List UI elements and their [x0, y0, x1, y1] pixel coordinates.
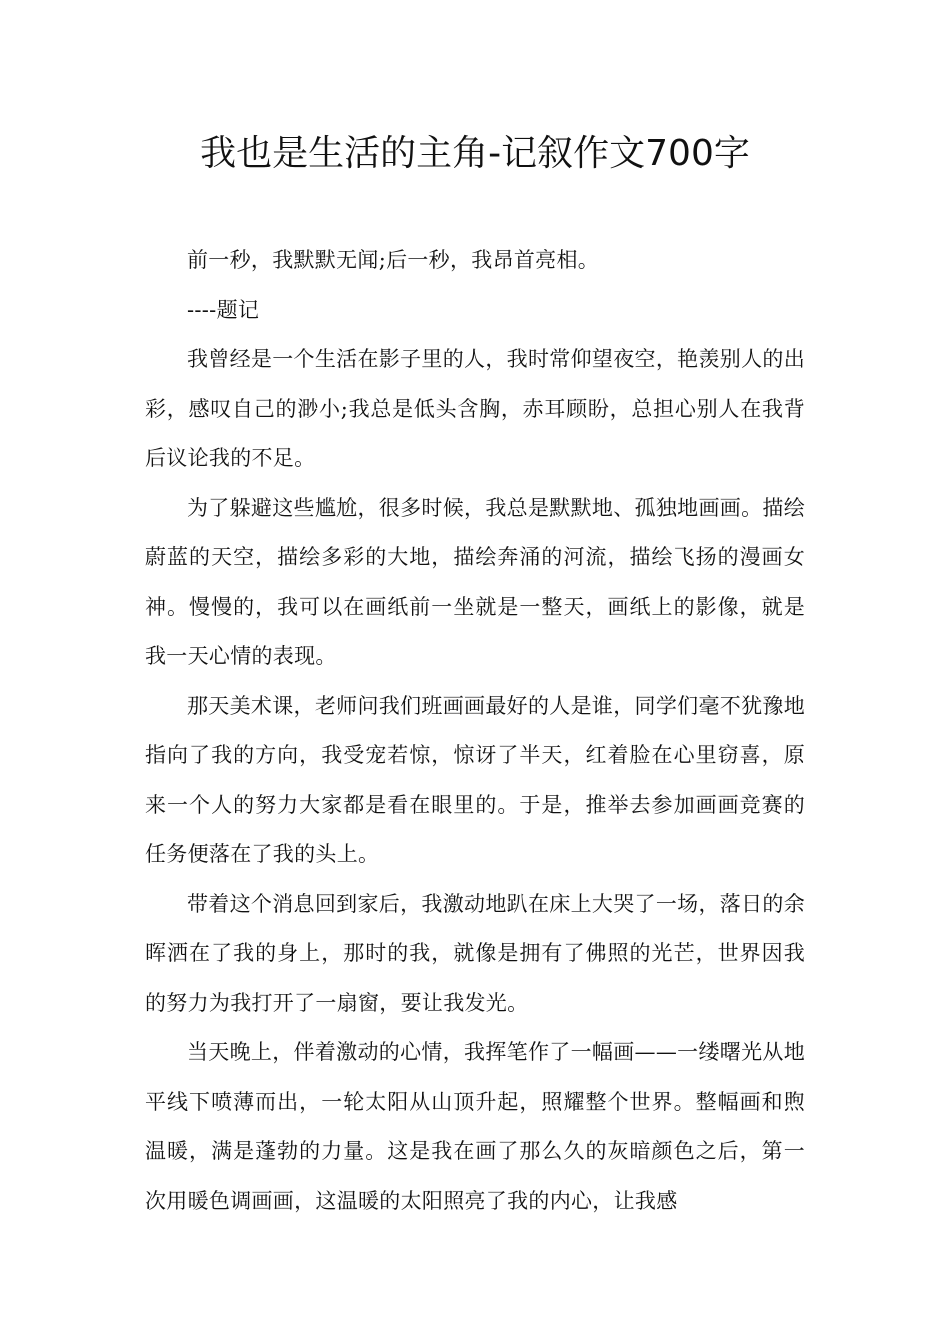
paragraph: 我曾经是一个生活在影子里的人，我时常仰望夜空，艳羡别人的出彩，感叹自己的渺小;我总是低头含胸，赤耳顾盼，总担心别人在我背后议论我的不足。: [145, 347, 805, 470]
paragraph: 为了躲避这些尴尬，很多时候，我总是默默地、孤独地画画。描绘蔚蓝的天空，描绘多彩的大地，描绘奔涌的河流，描绘飞扬的漫画女神。慢慢的，我可以在画纸前一坐就是一整天，画纸上的影像，就是我一天心情的表现。: [145, 495, 805, 668]
paragraph-epigraph-attribution: ----题记: [187, 297, 260, 322]
paragraph: 当天晚上，伴着激动的心情，我挥笔作了一幅画——一缕曙光从地平线下喷薄而出，一轮太阳从山顶升起，照耀整个世界。整幅画和煦温暖，满是蓬勃的力量。这是我在画了那么久的灰暗颜色之后，第一次用暖色调画画，这温暖的太阳照亮了我的内心，让我感: [145, 1040, 805, 1213]
paragraph: 带着这个消息回到家后，我激动地趴在床上大哭了一场，落日的余晖洒在了我的身上，那时的我，就像是拥有了佛照的光芒，世界因我的努力为我打开了一扇窗，要让我发光。: [145, 891, 805, 1015]
paragraph-epigraph: 前一秒，我默默无闻;后一秒，我昂首亮相。: [187, 248, 600, 272]
paragraph: 那天美术课，老师问我们班画画最好的人是谁，同学们毫不犹豫地指向了我的方向，我受宠若惊，惊讶了半天，红着脸在心里窃喜，原来一个人的努力大家都是看在眼里的。于是，推举去参加画画竞赛的任务便落在了我的头上。: [145, 693, 805, 866]
document-title: 我也是生活的主角-记叙作文700字: [200, 133, 750, 174]
document-body: [145, 236, 805, 1226]
